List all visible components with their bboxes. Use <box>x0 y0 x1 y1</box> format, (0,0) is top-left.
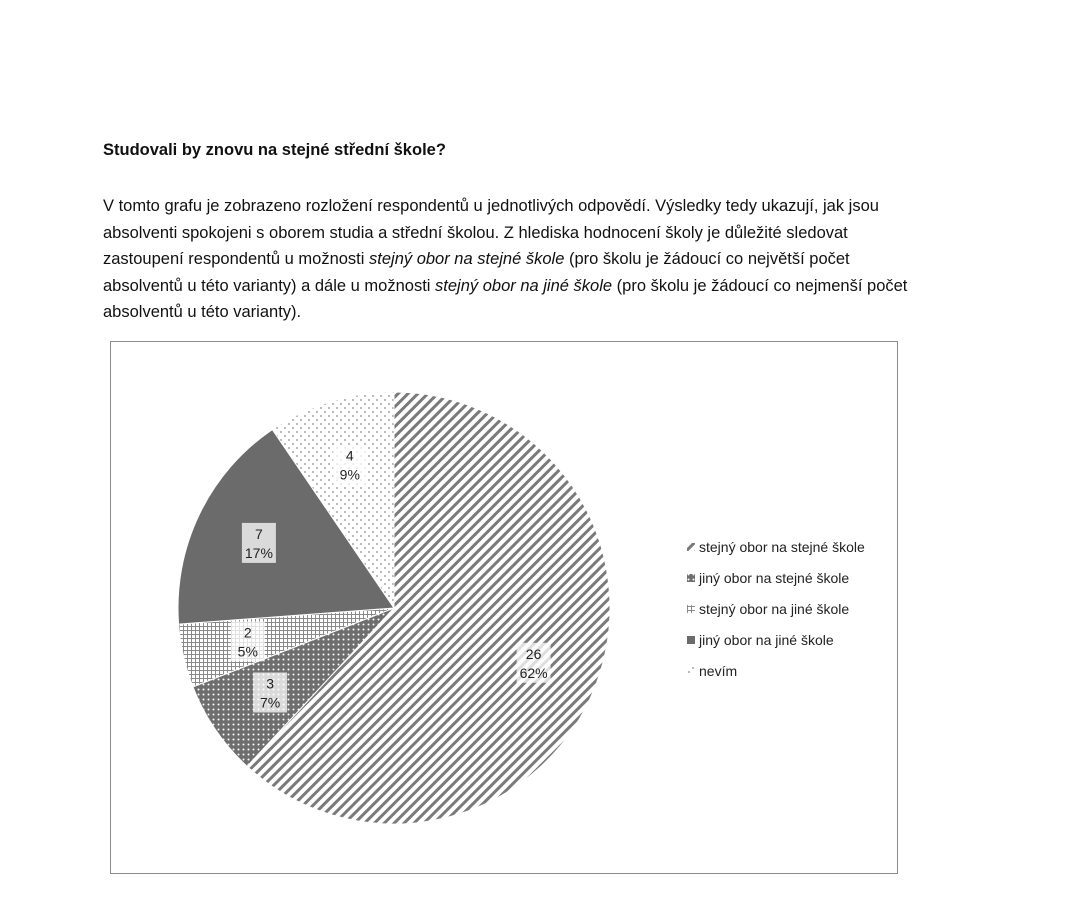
chart-legend <box>687 539 865 679</box>
legend-label: jiný obor na jiné škole <box>699 632 834 648</box>
legend-item <box>687 539 865 555</box>
pie-chart-frame <box>110 341 898 874</box>
body-paragraph <box>103 193 923 326</box>
slice-value-label: 2 <box>243 624 252 641</box>
legend-item <box>687 570 849 586</box>
slice-data-label <box>517 643 551 683</box>
slice-percent-label: 62% <box>519 664 548 681</box>
slice-percent-label: 17% <box>244 544 273 561</box>
slice-percent-label: 9% <box>339 466 360 483</box>
slice-value-label: 3 <box>266 675 274 692</box>
paragraph-text: V tomto grafu je zobrazeno rozložení respondentů u jednotlivých odpovědí. Výsledky tedy ukazují, jak jsou absolventi spokojeni s oborem studia a střední školou. Z hlediska hodnocení školy je důležité sledovat zastoupení respondentů u možnosti <box>103 197 879 268</box>
section-heading: Studovali by znovu na stejné střední škole? <box>103 141 446 159</box>
slice-value-label: 26 <box>525 645 542 662</box>
paragraph-text: (pro školu je žádoucí co největší počet absolventů u této varianty) a dále u možnosti <box>103 250 850 295</box>
legend-swatch <box>687 605 695 613</box>
paragraph-italic-text: stejný obor na jiné škole <box>435 276 613 295</box>
slice-data-label <box>231 621 265 661</box>
legend-label: stejný obor na jiné škole <box>699 601 850 617</box>
legend-swatch <box>687 667 695 675</box>
legend-label: jiný obor na stejné škole <box>699 570 850 586</box>
legend-label: nevím <box>699 663 738 679</box>
slice-data-label <box>242 523 276 563</box>
paragraph-text: (pro školu je žádoucí co nejmenší počet absolventů u této varianty). <box>103 276 908 321</box>
legend-label: stejný obor na stejné škole <box>699 539 865 555</box>
pie-chart <box>111 342 896 872</box>
legend-item <box>687 632 834 648</box>
slice-value-label: 4 <box>345 447 354 464</box>
pie-slices <box>178 392 610 824</box>
legend-swatch <box>687 574 695 582</box>
slice-percent-label: 5% <box>237 643 258 660</box>
slice-value-label: 7 <box>255 525 263 542</box>
legend-item <box>687 601 849 617</box>
slice-percent-label: 7% <box>259 694 281 711</box>
paragraph-italic-text: stejný obor na stejné škole <box>369 250 565 268</box>
legend-swatch <box>687 543 695 551</box>
slice-data-label <box>333 445 367 485</box>
legend-item <box>687 663 737 679</box>
legend-swatch <box>687 636 695 644</box>
slice-data-label <box>253 673 287 713</box>
